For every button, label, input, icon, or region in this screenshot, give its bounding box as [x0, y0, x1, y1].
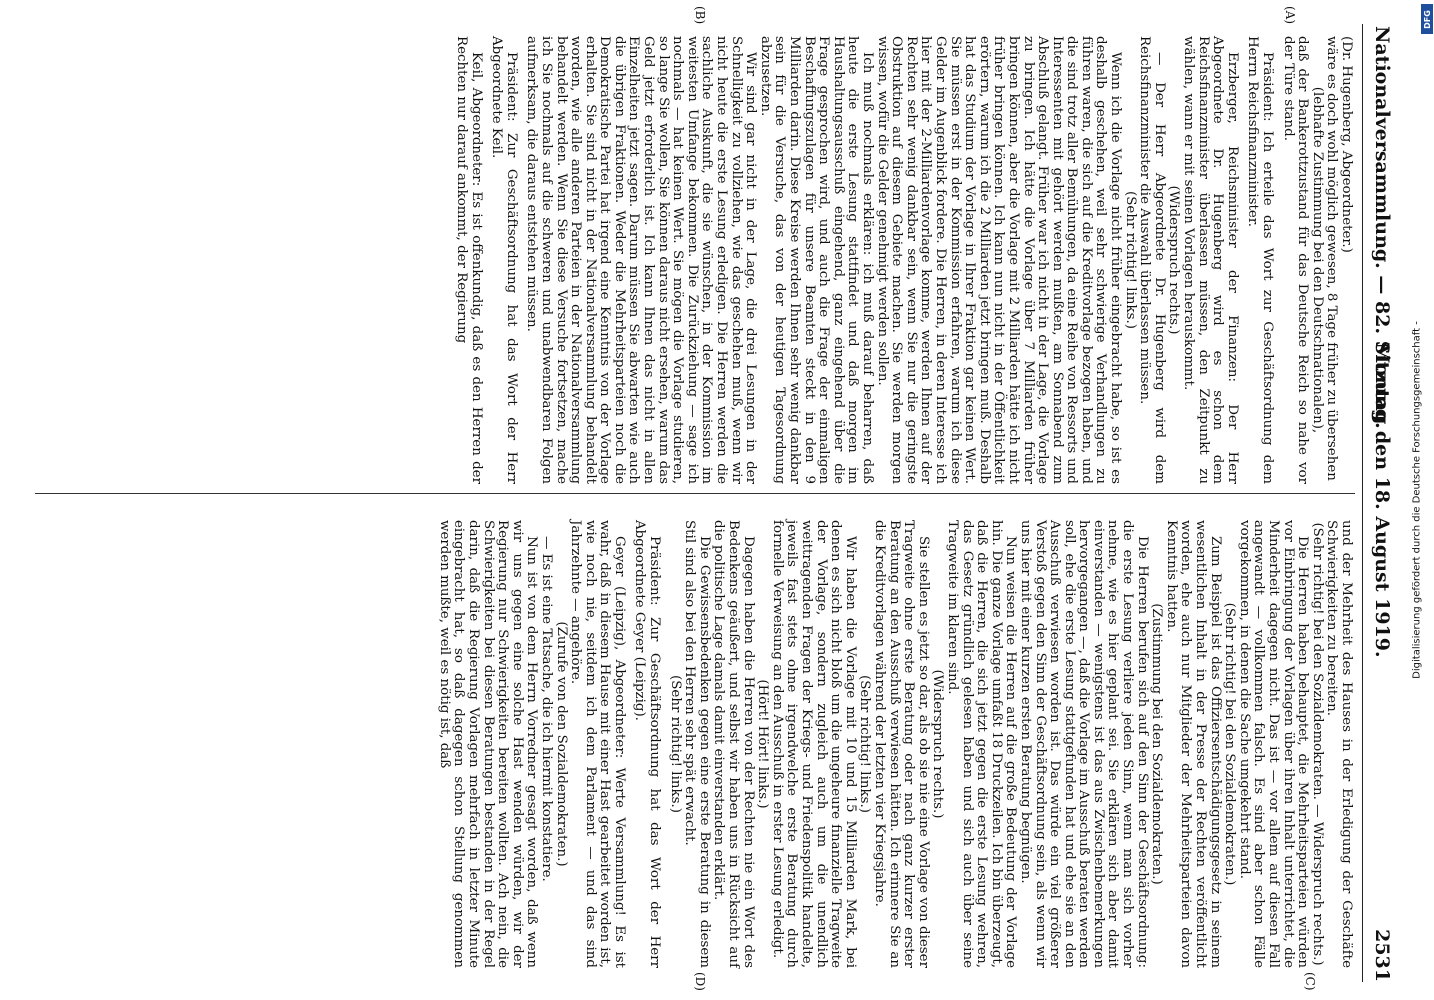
speaker-paragraph: Präsident: Zur Geschäftsordnung hat das Wort der Herr Abgeordnete Geyer (Leipzig). [632, 520, 663, 968]
interjection: (Sehr richtig! links.) [1122, 191, 1138, 329]
interjection: (Sehr richtig! links.) [857, 675, 873, 813]
interjection: (Widerspruch rechts.) [1166, 185, 1182, 335]
margin-letter-d: (D) [693, 972, 707, 991]
paragraph: Dagegen haben die Herren von der Rechten nie ein Wort des Bedenkens geäußert, und selbst wir haben uns in Rücksicht auf die politische Lage damals damit einverstanden erklärt. [711, 520, 756, 968]
dfg-logo-text: DFG [1422, 9, 1432, 29]
page-number: 2531 [1371, 929, 1393, 982]
interjection: (Sehr richtig! bei den Sozialdemokraten.) [1222, 602, 1238, 886]
page-header [1359, 0, 1399, 1000]
interjection: (Zustimmung bei den Sozialdemokraten.) [1149, 603, 1165, 885]
paragraph: — Der Herr Abgeordnete Dr. Hugenberg wird dem Reichsfinanzminister die Auswahl überlassen müssen. [1137, 36, 1167, 484]
paragraph: Zum Beispiel ist das Offiziersentschädigungsgesetz in seinem wesentlichen Inhalt in der Presse der Rechten veröffentlicht worden, ehe auch nur Mitglieder der Mehrheitsparteien davon Kenntnis hatten. [1163, 520, 1223, 968]
speaker-paragraph: Keil, Abgeordneter: Es ist offenkundig, daß es den Herren der Rechten nur darauf ankommt, der Regierung [453, 36, 484, 484]
paragraph: Wir sind gar nicht in der Lage, die drei Lesungen in der Schnelligkeit zu vollziehen, wie das geschehen muß, wenn wir nicht heute die erste Lesung erledigen. Die Herren werden die sachliche Auskunft, die sie wünschen, in der Kommission im weitesten Umfange bekommen. Die Zurückziehung — sage ich nochmals — hat keinen Wert. Sie mögen die Vorlage studieren, so lange Sie wollen, Sie können daraus nicht ersehen, warum das Geld jetzt erforderlich ist. Ich kann Ihnen das nicht in allen Einzelheiten jetzt sagen. Darum müssen Sie abwarten wie auch die übrigen Fraktionen. Weder die Mehrheitsparteien noch die Demokratische Partei hat irgend eine Kenntnis von der Vorlage erhalten. Sie sind nicht in der Nationalversammlung behandelt worden, wie alle anderen Parteien in der Nationalversammlung behandelt werden. Wenn Sie diese Versuche fortsetzen, mache ich Sie nochmals auf die schweren und unabwendbaren Folgen aufmerksam, die daraus entstehen müssen. [524, 36, 759, 484]
interjection: (Sehr richtig! bei den Sozialdemokraten. — Widerspruch rechts.) [1309, 522, 1325, 966]
speaker-paragraph: Präsident: Ich erteile das Wort zur Geschäftsordnung dem Herrn Reichsfinanzminister. [1245, 36, 1276, 484]
paragraph: Nun weisen die Herren auf die große Bedeutung der Vorlage hin. Die ganze Vorlage umfaßt 18 Druckzeilen. Ich bin überzeugt, daß die Herren, die sich jetzt gegen die erste Lesung wehren, das Gesetz gründlich gelesen haben und sich auch über seine Tragweite im klaren sind. [944, 520, 1019, 968]
paragraph: — Es ist eine Tatsache, die ich hiermit konstatiere. [538, 536, 554, 882]
digitization-credit [1404, 2, 1430, 998]
header-rule [1362, 24, 1363, 982]
paragraph: wäre es doch wohl möglich gewesen, 8 Tage früher zu übersehen [1324, 36, 1340, 481]
digitization-text: Digitalisierung gefördert durch die Deutsche Forschungsgemeinschaft - [1411, 321, 1423, 679]
left-column [453, 36, 1353, 484]
right-column [436, 520, 1353, 968]
paragraph: Die Herren haben behauptet, die Mehrheitsparteien würden vor Einbringung der Vorlagen über ihren Inhalt unterrichtet, die Minderheit dagegen nicht. Das ist — vor allem auf diesen Fall angewandt — vollkommen falsch. Es sind aber schon Fälle vorgekommen, in denen die Sache umgekehrt stand. [1236, 520, 1311, 968]
header-left: Nationalversammlung. — 82. Sitzung. [1371, 26, 1393, 429]
paragraph: Ich muß nochmals erklären: ich muß darauf beharren, daß heute die erste Lesung stattfindet und daß morgen im Haushaltungsausschuß eingehend, ganz eingehend über die Frage gesprochen wird, und auch die Frage der einmaligen Beschaffungszulagen für unsere Beamten steckt in den 9 Milliarden darin. Diese Kreise werden Ihnen sehr wenig dankbar sein für die Versuche, das von der heutigen Tagesordnung abzusetzen. [757, 36, 875, 484]
paragraph: Wir haben die Vorlage mit 10 und 15 Milliarden Mark, bei denen es sich nicht bloß um die ungeheure finanzielle Tragweite der Vorlage, sondern zugleich auch um die unendlich weittragenden Fragen der Kriegs- und Friedenspolitik handelte, jeweils fast stets ohne irgendwelche erste Beratung durch formelle Verweisung an den Ausschuß in erster Lesung erledigt. [769, 520, 858, 968]
paragraph: (Dr. Hugenberg, Abgeordneter.) [1339, 36, 1354, 253]
speaker-paragraph: Präsident: Zur Geschäftsordnung hat das Wort der Herr Abgeordnete Keil. [489, 36, 519, 484]
interjection: (lebhafte Zustimmung bei den Deutschnationalen), [1309, 86, 1325, 434]
header-center: Montag den 18. August 1919. [1371, 342, 1393, 658]
margin-letter-a: (A) [1283, 6, 1297, 25]
interjection: (Zurufe von den Sozialdemokraten.) [553, 621, 569, 867]
interjection: (Widerspruch rechts.) [930, 669, 946, 819]
dfg-logo [1421, 4, 1433, 34]
speaker-paragraph: Erzberger, Reichsminister der Finanzen: Der Herr Abgeordnete Dr. Hugenberg wird es schon dem Reichsfinanzminister überlassen müssen, den Zeitpunkt zu wählen, wann er mit seinen Vorlagen herauskommt. [1181, 36, 1240, 484]
paragraph: und der Mehrheit des Hauses in der Erledigung der Geschäfte Schwierigkeiten zu bereiten. [1324, 520, 1354, 968]
paragraph: daß der Bankerottzustand für das Deutsche Reich so nahe vor der Türe stand. [1280, 36, 1311, 484]
rotated-page [27, 0, 1407, 1000]
interjection: (Sehr richtig! links.) [667, 675, 683, 813]
paragraph: Sie stellen es jetzt so dar, als ob sie nie eine Vorlage von dieser Tragweite ohne erste Beratung oder nach ganz kurzer erster Beratung an den Ausschuß verwiesen hätten. Ich erinnere Sie an die Kreditvorlagen während der letzten vier Kriegsjahre. [872, 520, 931, 968]
margin-letter-c: (C) [1303, 972, 1317, 991]
column-divider [35, 493, 1355, 494]
paragraph: Die Gewissensbedenken gegen eine erste Beratung in diesem Stil sind also bei den Herren sehr spät erwacht. [682, 520, 712, 968]
speaker-paragraph: Geyer (Leipzig), Abgeordneter: Werte Versammlung! Es ist wahr, daß in diesem Hause mit einer Hast gearbeitet worden ist, wie noch nie, seitdem ich dem Parlament — und das sind Jahrzehnte — angehöre. [568, 520, 627, 968]
margin-letter-b: (B) [693, 6, 707, 25]
paragraph: Die Herren berufen sich auf den Sinn der Geschäftsordnung: die erste Lesung verliere jeden Sinn, wenn man sich vorher nehme, wie es hier geplant sei. Sie erklären sich aber damit einverstanden — wenigstens ist das aus Zwischenbemerkungen hervorgegangen —, daß die Vorlage im Ausschuß beraten werden soll, ehe die erste Lesung stattgefunden hat und ehe sie an den Ausschuß verwiesen worden ist. Das würde ein viel größerer Verstoß gegen den Sinn der Geschäftsordnung sein, als wenn wir uns hier mit einer kurzen ersten Beratung begnügen. [1017, 520, 1150, 968]
interjection: (Hört! Hört! links.) [755, 679, 771, 809]
paragraph: Wenn ich die Vorlage nicht früher eingebracht habe, so ist es deshalb geschehen, weil sehr schwierige Verhandlungen zu führen waren, die sich auf die Kreditvorlage bezogen haben, und die sind trotz aller Bemühungen, da eine Reihe von Ressorts und Interessenten mit gehört werden mußten, am Sonnabend zum Abschluß gelangt. Früher war ich nicht in der Lage, die Vorlage zu bringen. Ich hätte die Vorlage über 7 Milliarden früher bringen können, aber die Vorlage mit 2 Milliarden hätte ich nicht früher bringen können. Ich kann nun nicht in der Öffentlichkeit erörtern, warum ich die 2 Milliarden jetzt bringen muß. Deshalb hat das Studium der Vorlage in Ihrer Fraktion gar keinen Wert. Sie müssen erst in der Kommission erfahren, warum ich diese Gelder im Augenblick fordere. Die Herren, in deren Interesse ich hier mit der 2-Milliardenvorlage komme, werden Ihnen auf der Rechten sehr wenig dankbar sein, wenn Sie nur die geringste Obstruktion auf diesem Gebiete machen. Sie werden morgen wissen, wofür die Gelder genehmigt werden sollen. [874, 36, 1124, 484]
paragraph: Nun ist von dem Herrn Vorredner gesagt worden, daß wenn wir uns gegen eine solche Hast wenden würden, wir der Regierung nur Schwierigkeiten bereiten wollten. Ach nein, die Schwierigkeiten bei diesen Beratungen bestanden in der Regel darin, daß die Regierung Vorlagen mehrfach in letzter Minute eingebracht hat, so daß dagegen schon Stellung genommen werden mußte, weil es nötig ist, daß [436, 520, 540, 968]
